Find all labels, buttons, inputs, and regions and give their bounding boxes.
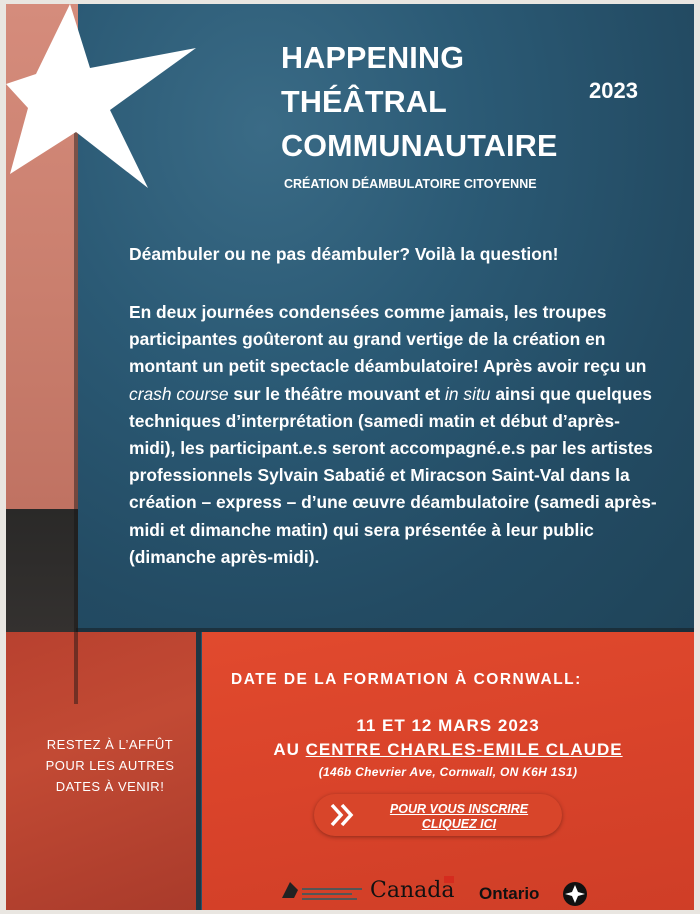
ontario-trillium-icon (563, 882, 587, 906)
register-button[interactable] (314, 794, 562, 836)
description-paragraph: En deux journées condensées comme jamais, les troupes participantes goûteront au grand vertige de la création en montant un petit spectacle déambulatoire! Après avoir reçu un crash course sur le théâtre mouvant et in situ ainsi que quelques techniques d’interprétation (samedi matin et début d’après-midi), les participant.e.s seront accompagné.e.s par les artistes professionnels Sylvain Sabatié et Miracson Saint-Val dans la création – express – d’une œuvre déambulatoire (samedi après-midi et dimanche matin) qui sera présentée à leur public (dimanche après-midi). (129, 302, 657, 567)
canada-wordmark: Canada (370, 878, 455, 903)
year-label: 2023 (589, 78, 638, 103)
stay-tuned-note: RESTEZ À L’AFFÛT POUR LES AUTRES DATES À VENIR! (45, 737, 175, 794)
double-chevron-right-icon (328, 802, 358, 828)
ontario-wordmark: Ontario (479, 884, 540, 903)
seam-vertical (74, 124, 78, 704)
subtitle: CRÉATION DÉAMBULATOIRE CITOYENNE (284, 177, 537, 191)
venue-address: (146b Chevrier Ave, Cornwall, ON K6H 1S1) (318, 765, 578, 779)
arts-council-logo-icon (282, 882, 362, 900)
event-venue: AU CENTRE CHARLES-EMILE CLAUDE (273, 740, 623, 759)
seam-horizontal (76, 628, 694, 632)
in-situ-emphasis: in situ (445, 383, 491, 404)
star-icon (6, 4, 206, 204)
tagline: Déambuler ou ne pas déambuler? Voilà la question! (129, 244, 559, 264)
crash-course-emphasis: crash course (129, 383, 229, 404)
poster (6, 4, 694, 910)
register-label[interactable]: POUR VOUS INSCRIRE CLIQUEZ ICI (389, 802, 529, 831)
page-title: HAPPENING THÉÂTRAL COMMUNAUTAIRE (281, 41, 558, 163)
venue-link[interactable]: CENTRE CHARLES-EMILE CLAUDE (305, 740, 623, 759)
event-dates: 11 ET 12 MARS 2023 (356, 716, 540, 735)
training-date-heading: DATE DE LA FORMATION À CORNWALL: (231, 671, 582, 688)
